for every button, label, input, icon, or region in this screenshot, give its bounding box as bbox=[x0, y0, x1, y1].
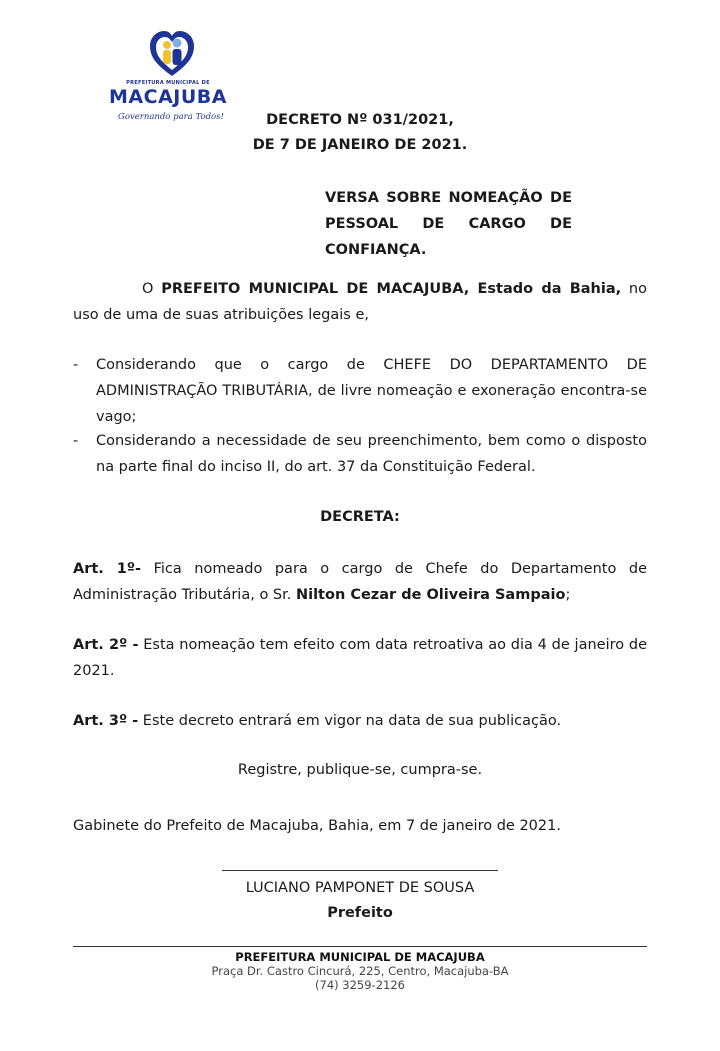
article-1-text: Fica nomeado para o cargo de Chefe do Departamento de Administração Tributária, o Sr. bbox=[73, 561, 647, 603]
footer-phone: (74) 3259-2126 bbox=[315, 978, 405, 992]
decree-date: DE 7 DE JANEIRO DE 2021. bbox=[252, 137, 468, 153]
summary-line-1: VERSA SOBRE NOMEAÇÃO DE bbox=[325, 190, 572, 206]
consideration-text-2: Considerando a necessidade de seu preenchimento, bem como o disposto na parte final do inciso II, do art. 37 da Constituição Federal. bbox=[96, 433, 647, 475]
consideration-text-1: Considerando que o cargo de CHEFE DO DEPARTAMENTO DE ADMINISTRAÇÃO TRIBUTÁRIA, de livre nomeação e exoneração encontra-se vago; bbox=[96, 357, 647, 425]
footer-address: Praça Dr. Castro Cincurá, 225, Centro, Macajuba-BA bbox=[211, 964, 509, 978]
heart-family-icon bbox=[148, 28, 196, 80]
appointee-name: Nilton Cezar de Oliveira Sampaio bbox=[295, 587, 566, 603]
preamble-rest: no uso de uma de suas atribuições legais e, bbox=[73, 281, 647, 323]
preamble-prefix: O bbox=[142, 281, 162, 297]
summary-line-2: PESSOAL DE CARGO DE bbox=[325, 216, 572, 232]
article-2 bbox=[73, 632, 647, 684]
preamble-paragraph bbox=[73, 276, 647, 328]
signatory-name: LUCIANO PAMPONET DE SOUSA bbox=[245, 880, 475, 896]
article-2-label: Art. 2º - bbox=[73, 637, 139, 653]
consideration-item-1 bbox=[73, 352, 647, 430]
logo-slogan: Governando para Todos! bbox=[118, 112, 224, 122]
article-2-text: Esta nomeação tem efeito com data retroativa ao dia 4 de janeiro de 2021. bbox=[73, 637, 647, 679]
article-1-end: ; bbox=[565, 587, 571, 603]
decreta-heading: DECRETA: bbox=[320, 509, 400, 525]
summary-line-3: CONFIANÇA. bbox=[325, 242, 427, 258]
decree-summary bbox=[325, 185, 572, 263]
preamble-bold: PREFEITO MUNICIPAL DE MACAJUBA, Estado da Bahia, bbox=[161, 281, 622, 297]
logo-name: MACAJUBA bbox=[109, 86, 227, 108]
signature-line bbox=[222, 870, 498, 871]
footer-org: PREFEITURA MUNICIPAL DE MACAJUBA bbox=[235, 950, 485, 964]
place-date: Gabinete do Prefeito de Macajuba, Bahia, em 7 de janeiro de 2021. bbox=[73, 818, 561, 834]
bullet-dash: - bbox=[73, 357, 79, 373]
decree-number: DECRETO Nº 031/2021, bbox=[266, 112, 454, 128]
article-1-label: Art. 1º- bbox=[73, 561, 142, 577]
article-3-text: Este decreto entrará em vigor na data de sua publicação. bbox=[138, 713, 562, 729]
footer-divider bbox=[73, 946, 647, 947]
logo-top-text: PREFEITURA MUNICIPAL DE bbox=[126, 80, 210, 86]
municipal-logo bbox=[100, 28, 230, 122]
closing-formula: Registre, publique-se, cumpra-se. bbox=[237, 762, 483, 778]
article-1 bbox=[73, 556, 647, 608]
article-3 bbox=[73, 708, 647, 734]
signatory-role: Prefeito bbox=[327, 905, 393, 921]
bullet-dash: - bbox=[73, 433, 79, 449]
article-3-label: Art. 3º - bbox=[73, 713, 139, 729]
consideration-item-2 bbox=[73, 428, 647, 480]
